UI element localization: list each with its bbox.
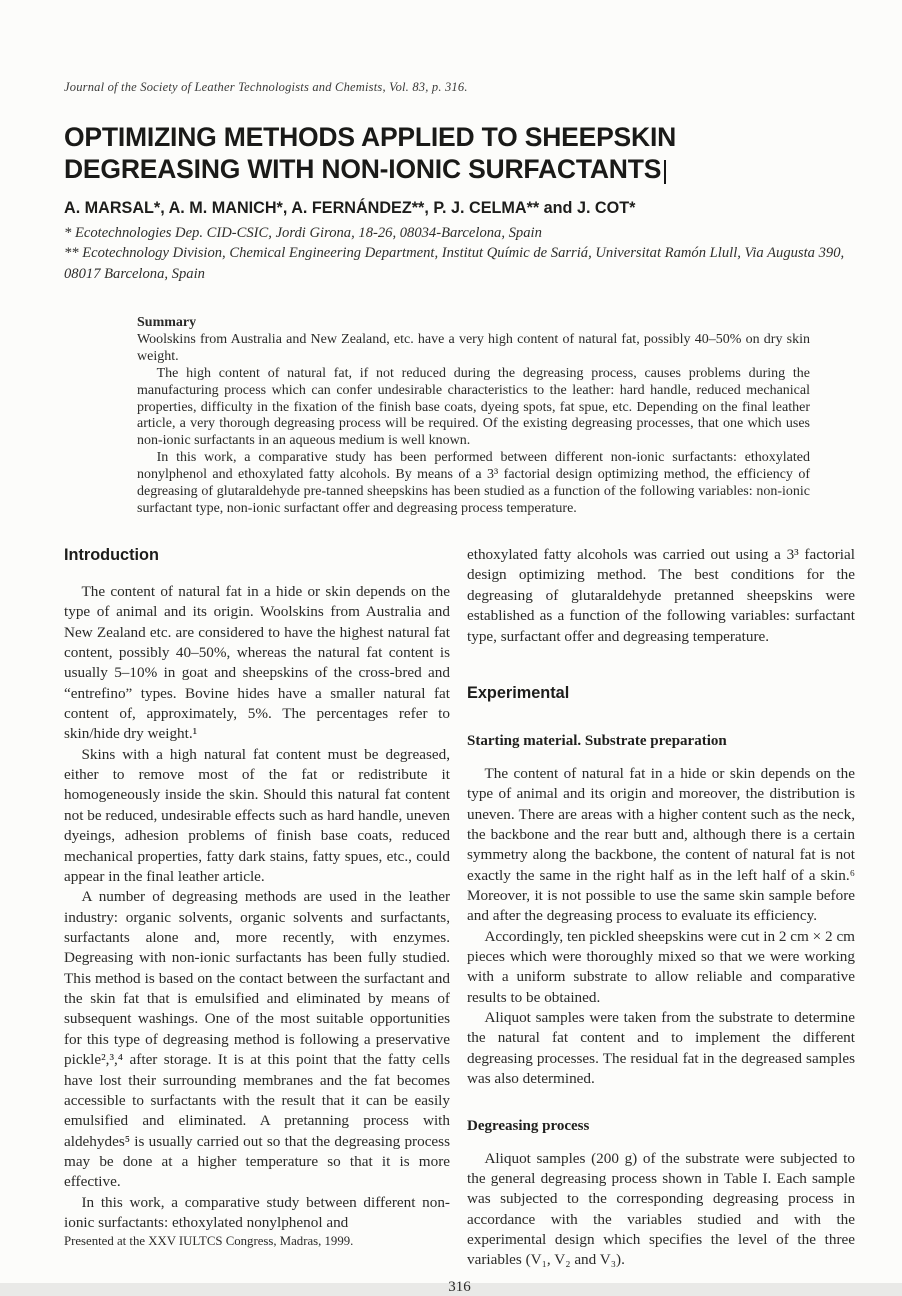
subsection-heading-degreasing-process: Degreasing process xyxy=(467,1117,590,1134)
right-column xyxy=(467,545,855,1271)
experimental-heading: Experimental xyxy=(467,683,570,702)
introduction-heading: Introduction xyxy=(64,546,159,565)
summary-paragraph: In this work, a comparative study has been performed between different non-ionic surfactants: ethoxylated nonylphenol and ethoxylated fatty alcohols. By means of a 3³ factorial design optimizing method, the efficiency of degreasing of glutaraldehyde pre-tanned sheepskins has been studied as a function of the following variables: non-ionic surfactant type, non-ionic surfactant offer and degreasing process temperature. xyxy=(137,450,810,517)
summary-section xyxy=(137,315,810,518)
scan-cursor-mark xyxy=(664,160,666,184)
affiliation-1: * Ecotechnologies Dep. CID-CSIC, Jordi Girona, 18-26, 08034-Barcelona, Spain xyxy=(64,224,542,241)
experimental-paragraph: Aliquot samples were taken from the substrate to determine the natural fat content and to implement the different degreasing processes. The residual fat in the degreased samples was also determined. xyxy=(467,1009,855,1088)
introduction-paragraph: The content of natural fat in a hide or skin depends on the type of animal and its origin. Woolskins from Australia and New Zealand etc. are considered to have the highest natural fat content, possibly 40–50%, whereas the natural fat content is usually 5–10% in goat and sheepskins of the cross-bred and “entrefino” types. Bovine hides have a smaller natural fat content of, approximately, 5%. The percentages refer to skin/hide dry weight.¹ xyxy=(64,582,450,743)
authors-line: A. MARSAL*, A. M. MANICH*, A. FERNÁNDEZ**, P. J. CELMA** and J. COT* xyxy=(64,198,636,217)
experimental-paragraph: The content of natural fat in a hide or skin depends on the type of animal and its origin and moreover, the distribution is uneven. There are areas with a higher content such as the neck, the backbone and the rear butt and, although there is a certain symmetry along the backbone, the content of natural fat is not exactly the same in the right half as in the left half of a skin.⁶ Moreover, it is not possible to use the same skin sample before and after the degreasing process to evaluate its efficiency. xyxy=(467,764,855,925)
journal-header: Journal of the Society of Leather Technologists and Chemists, Vol. 83, p. 316. xyxy=(64,80,468,94)
paper-title-line-1: OPTIMIZING METHODS APPLIED TO SHEEPSKIN xyxy=(64,122,677,152)
page-number: 316 xyxy=(448,1278,471,1295)
presented-footnote: Presented at the XXV IULTCS Congress, Madras, 1999. xyxy=(64,1234,354,1249)
paper-title-line-2: DEGREASING WITH NON-IONIC SURFACTANTS xyxy=(64,154,662,185)
introduction-paragraph: Skins with a high natural fat content must be degreased, either to remove most of the fat or redistribute it homogeneously inside the skin. Should this natural fat content not be reduced, undesirable effects such as hard handle, uneven dyeings, adhesion problems of finish base coats, reduced mechanical properties, fatty dark stains, fatty spues, etc., could appear in the final leather article. xyxy=(64,745,450,885)
affiliation-2: ** Ecotechnology Division, Chemical Engineering Department, Institut Químic de Sarriá, Universitat Ramón Llull, Via Augusta 390, 08017 Barcelona, Spain xyxy=(64,245,845,283)
continuation-paragraph: ethoxylated fatty alcohols was carried out using a 3³ factorial design optimizing method. The best conditions for the degreasing of glutaraldehyde pretanned sheepskins were established as a function of the following variables: surfactant type, surfactant offer and degreasing temperature. xyxy=(467,546,855,645)
paper-title xyxy=(64,121,855,186)
left-column xyxy=(64,545,450,1250)
introduction-paragraph: A number of degreasing methods are used in the leather industry: organic solvents, organic solvents and surfactants, surfactants alone and, more recently, with enzymes. Degreasing with non-ionic surfactants has been fully studied. This method is based on the contact between the surfactant and the skin fat that is emulsified and eliminated by means of subsequent washings. One of the most suitable opportunities for this type of degreasing method is following a preservative pickle²,³,⁴ after storage. It is at this point that the fatty cells have lost their surrounding membranes and the fat becomes accessible to surfactants with the result that it can be easily emulsified and eliminated. A pretanning process with aldehydes⁵ is usually carried out so that the degreasing process may be done at a higher temperature so that it is more effective. xyxy=(64,888,450,1191)
experimental-paragraph: Aliquot samples (200 g) of the substrate were subjected to the general degreasing process shown in Table I. Each sample was subjected to the corresponding degreasing process in accordance with the variables studied and with the experimental design which specifies the level of the three variables (V₁, V₂ and V₃). xyxy=(467,1149,855,1269)
affiliations xyxy=(64,223,855,285)
summary-paragraph: The high content of natural fat, if not reduced during the degreasing process, causes problems during the manufacturing process which can confer undesirable characteristics to the leather: hard handle, reduced mechanical properties, difficulty in the fixation of the finish base coats, dyeing spots, fat spue, etc. Depending on the final leather article, a very thorough degreasing process will be required. Of the existing degreasing processes, that one which uses non-ionic surfactants in an aqueous medium is well known. xyxy=(137,365,810,449)
summary-paragraph: Woolskins from Australia and New Zealand, etc. have a very high content of natural fat, possibly 40–50% on dry skin weight. xyxy=(137,331,810,364)
experimental-paragraph: Accordingly, ten pickled sheepskins were cut in 2 cm × 2 cm pieces which were thoroughly mixed so that we were working with a uniform substrate to allow reliable and comparative results to be obtained. xyxy=(467,927,855,1006)
introduction-paragraph: In this work, a comparative study between different non-ionic surfactants: ethoxylated nonylphenol and xyxy=(64,1193,450,1232)
two-column-body xyxy=(64,545,855,1271)
summary-heading: Summary xyxy=(137,314,197,330)
subsection-heading-starting-material: Starting material. Substrate preparation xyxy=(467,732,727,749)
